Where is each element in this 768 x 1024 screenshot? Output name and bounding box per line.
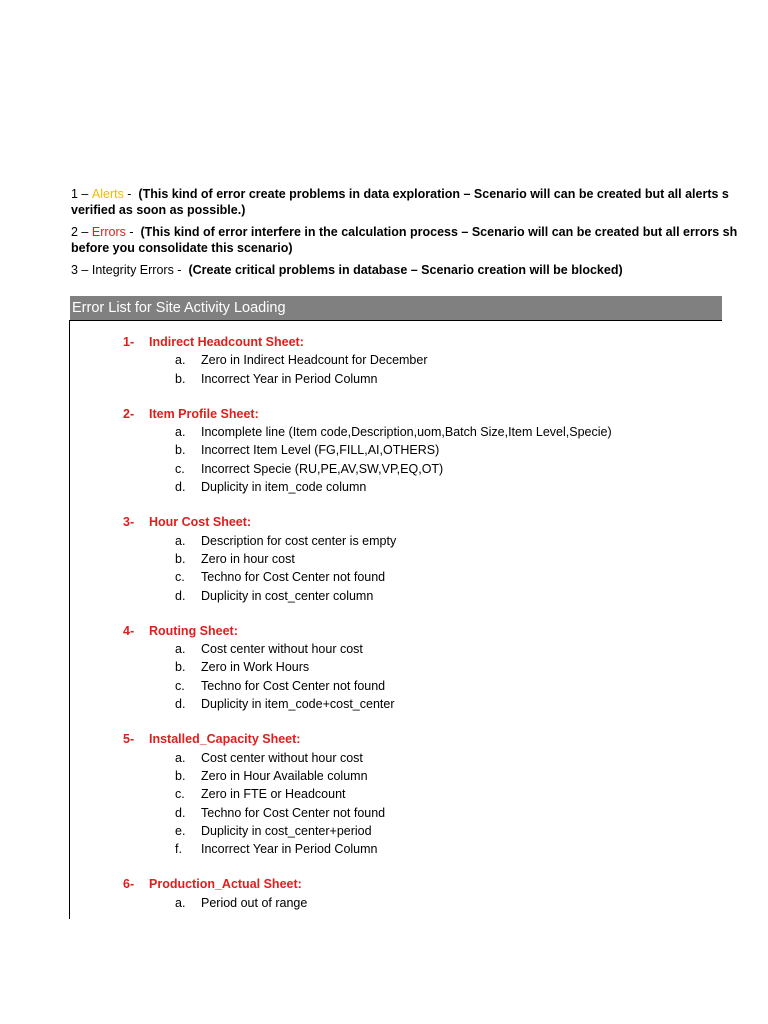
legend-alerts-number: 1 – [71,187,89,201]
error-item-letter: a. [175,353,186,368]
error-item-text: Duplicity in item_code+cost_center [201,697,395,712]
error-item-text: Zero in Indirect Headcount for December [201,353,428,368]
error-item [123,767,683,785]
error-item-letter: c. [175,461,185,476]
legend-errors-desc-line1: (This kind of error interfere in the calculation process – Scenario will can be created but all errors sh [140,225,738,239]
error-item [123,568,683,586]
error-item [123,822,683,840]
error-item [123,804,683,822]
legend-integrity-number: 3 – [71,263,89,277]
sheet-section [123,622,683,713]
sheet-name: Routing Sheet: [149,623,238,638]
error-item-letter: b. [175,768,186,783]
error-item-letter: b. [175,371,186,386]
error-item [123,749,683,767]
error-item-text: Techno for Cost Center not found [201,570,386,585]
error-item-letter: a. [175,425,186,440]
error-item-text: Duplicity in cost_center column [201,588,374,603]
error-item [123,785,683,803]
legend-integrity-desc: (Create critical problems in database – Scenario creation will be blocked) [188,263,623,277]
error-item-letter: a. [175,533,186,548]
legend-alerts [71,186,768,218]
error-item [123,423,683,441]
sheet-name: Production_Actual Sheet: [149,877,302,892]
legend-integrity [71,262,768,278]
error-item [123,532,683,550]
legend-alerts-kind: Alerts [91,187,124,201]
error-item-text: Zero in FTE or Headcount [201,787,346,802]
sheet-heading [123,875,683,893]
error-item-letter: d. [175,805,186,820]
error-item-text: Cost center without hour cost [201,750,363,765]
error-item-text: Duplicity in cost_center+period [201,823,372,838]
error-item [123,587,683,605]
legend-errors-desc-line2: before you consolidate this scenario) [71,241,293,255]
error-item-text: Description for cost center is empty [201,533,397,548]
error-item-text: Incorrect Specie (RU,PE,AV,SW,VP,EQ,OT) [201,461,444,476]
error-item-letter: c. [175,678,185,693]
error-item-letter: b. [175,551,186,566]
error-item-text: Incorrect Year in Period Column [201,842,378,857]
error-item [123,460,683,478]
sheet-number: 1- [123,335,135,349]
error-item-text: Period out of range [201,895,308,910]
panel-left-border [69,320,70,919]
legend-errors-number: 2 – [71,225,89,239]
error-item-letter: d. [175,697,186,712]
error-item-text: Incorrect Year in Period Column [201,371,378,386]
sheet-heading [123,405,683,423]
error-item-letter: b. [175,660,186,675]
sheet-heading [123,333,683,351]
error-item-text: Zero in Work Hours [201,660,310,675]
error-item [123,695,683,713]
legend-errors [71,224,768,256]
error-item-text: Techno for Cost Center not found [201,805,386,820]
error-item-letter: d. [175,588,186,603]
panel-top-divider [69,320,722,321]
error-item [123,550,683,568]
legend-integrity-kind: Integrity Errors - [91,263,182,277]
error-item-text: Cost center without hour cost [201,642,363,657]
error-item [123,370,683,388]
error-item [123,640,683,658]
sheet-name: Installed_Capacity Sheet: [149,732,301,747]
error-item-text: Incorrect Item Level (FG,FILL,AI,OTHERS) [201,443,440,458]
error-item [123,840,683,858]
sheet-number: 2- [123,406,135,421]
error-item-letter: a. [175,642,186,657]
sheet-heading [123,513,683,531]
error-item-letter: d. [175,480,186,495]
sheet-section [123,405,683,496]
error-item-letter: a. [175,895,186,910]
sheet-name: Item Profile Sheet: [149,406,259,421]
sheet-section [123,875,683,912]
sheet-name: Indirect Headcount Sheet: [149,335,304,349]
sheet-section [123,333,683,388]
legend-errors-sep: - [125,225,134,239]
panel-title: Error List for Site Activity Loading [70,296,722,320]
sheet-number: 4- [123,623,135,638]
sheet-section [123,513,683,604]
sheet-number: 6- [123,877,135,892]
error-item-letter: f. [175,842,182,857]
error-item [123,441,683,459]
sheet-heading [123,730,683,748]
error-item-letter: a. [175,750,186,765]
error-item-letter: e. [175,823,186,838]
error-item-letter: c. [175,787,185,802]
sheet-error-list [123,333,683,929]
error-item [123,351,683,369]
legend-alerts-desc-line1: (This kind of error create problems in data exploration – Scenario will can be created but all alerts s [138,187,729,201]
error-item [123,894,683,912]
error-type-legend [71,186,768,282]
error-item-text: Techno for Cost Center not found [201,678,386,693]
error-item-text: Zero in Hour Available column [201,768,368,783]
sheet-heading [123,622,683,640]
error-item-text: Incomplete line (Item code,Description,uom,Batch Size,Item Level,Specie) [201,425,612,440]
error-item-text: Zero in hour cost [201,551,295,566]
sheet-number: 5- [123,732,135,747]
sheet-section [123,730,683,858]
sheet-name: Hour Cost Sheet: [149,515,252,530]
error-item-letter: b. [175,443,186,458]
error-item [123,478,683,496]
error-item [123,658,683,676]
legend-alerts-desc-line2: verified as soon as possible.) [71,203,246,217]
sheet-number: 3- [123,515,135,530]
legend-alerts-sep: - [123,187,132,201]
error-item-letter: c. [175,570,185,585]
error-item [123,677,683,695]
error-item-text: Duplicity in item_code column [201,480,367,495]
legend-errors-kind: Errors [91,225,126,239]
